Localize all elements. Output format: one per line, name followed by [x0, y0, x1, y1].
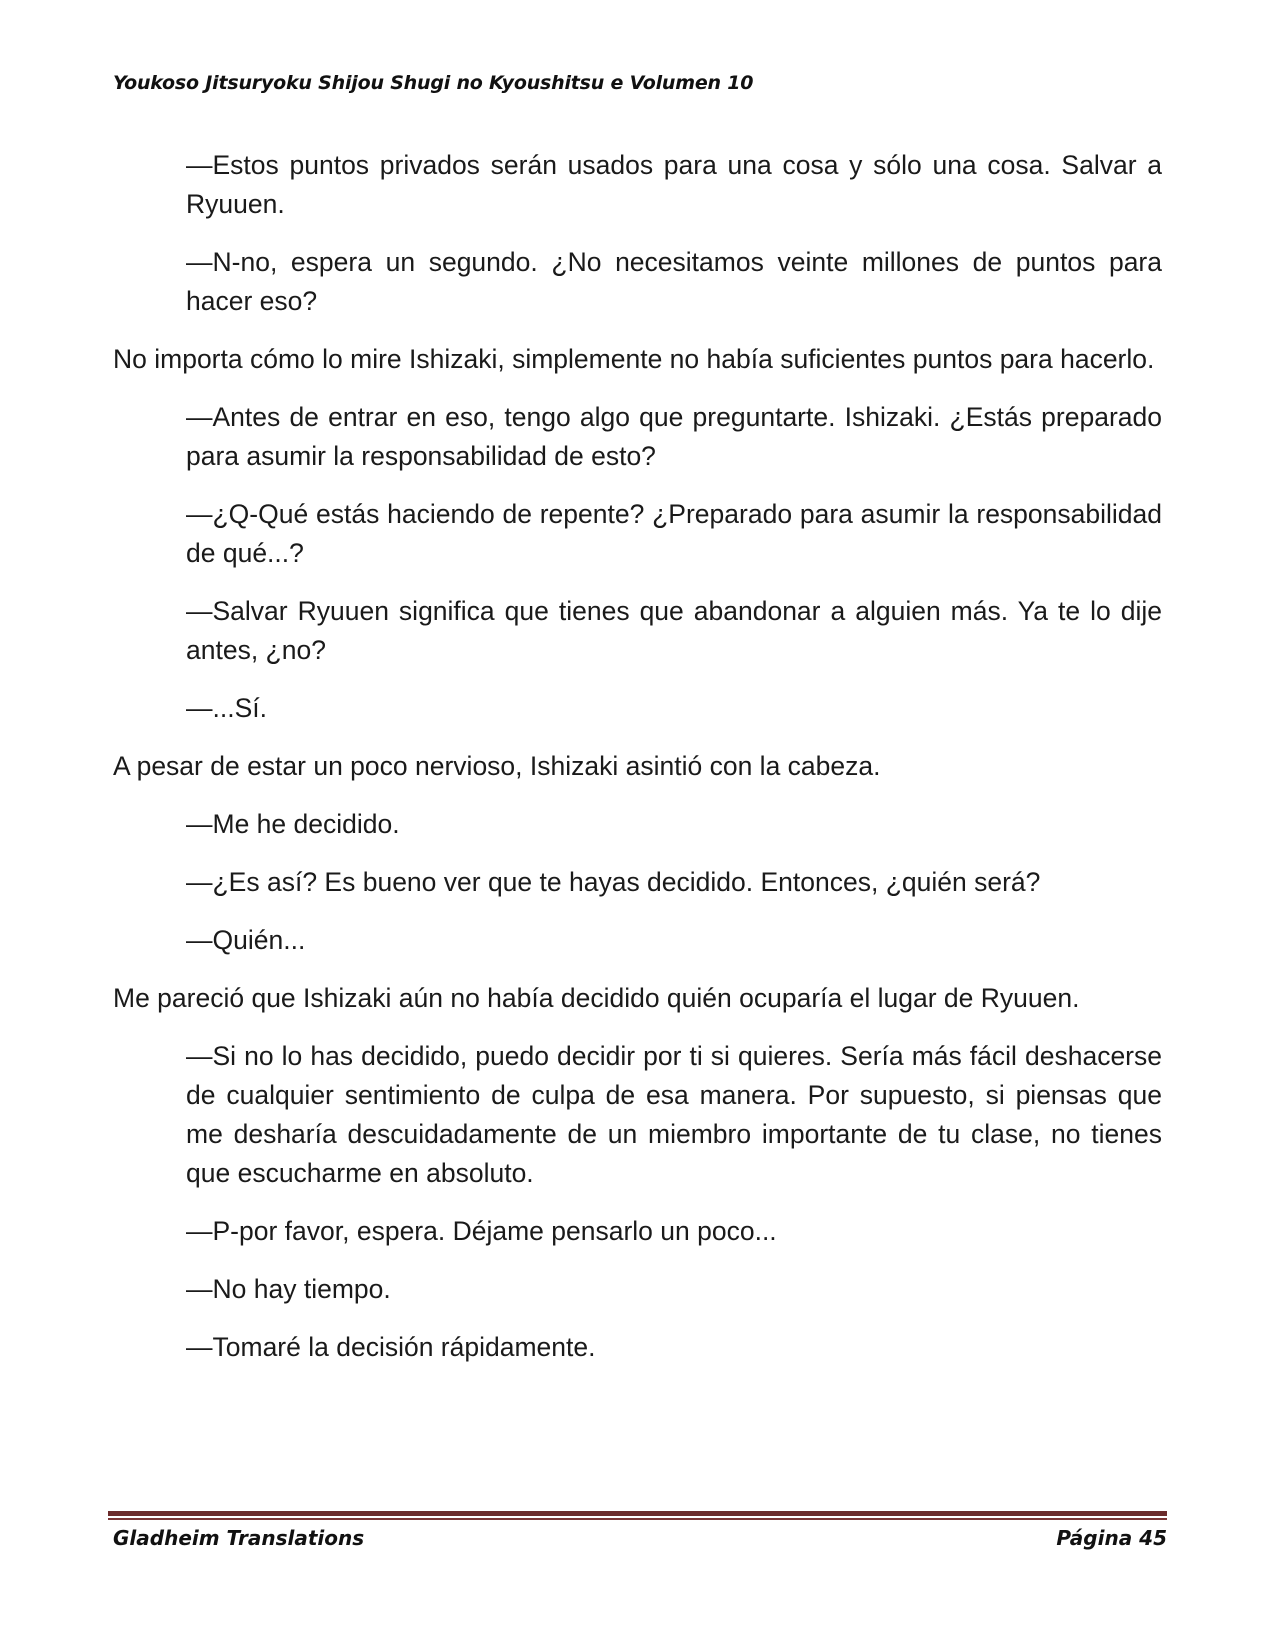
paragraph-dialogue: —Antes de entrar en eso, tengo algo que preguntarte. Ishizaki. ¿Estás preparado para asumir la responsabilidad de esto? [186, 402, 1162, 471]
paragraph-dialogue: —Tomaré la decisión rápidamente. [186, 1332, 596, 1362]
paragraph-dialogue: —P-por favor, espera. Déjame pensarlo un poco... [186, 1216, 777, 1246]
paragraph-dialogue: —Quién... [186, 925, 306, 955]
paragraph-narration: Me pareció que Ishizaki aún no había decidido quién ocuparía el lugar de Ryuuen. [113, 983, 1080, 1013]
paragraph-dialogue: —No hay tiempo. [186, 1274, 391, 1304]
paragraph-dialogue: —N-no, espera un segundo. ¿No necesitamos veinte millones de puntos para hacer eso? [186, 247, 1162, 316]
paragraph-dialogue: —Salvar Ryuuen significa que tienes que abandonar a alguien más. Ya te lo dije antes, ¿no? [186, 596, 1162, 665]
paragraph-dialogue: —¿Es así? Es bueno ver que te hayas decidido. Entonces, ¿quién será? [186, 867, 1041, 897]
footer-divider-thin [108, 1518, 1167, 1520]
paragraph-dialogue: —Me he decidido. [186, 809, 400, 839]
paragraph-dialogue: —...Sí. [186, 693, 267, 723]
paragraph-narration: No importa cómo lo mire Ishizaki, simplemente no había suficientes puntos para hacerlo. [113, 344, 1155, 374]
running-header-title: Youkoso Jitsuryoku Shijou Shugi no Kyoushitsu e Volumen 10 [113, 72, 754, 94]
paragraph-dialogue: —Si no lo has decidido, puedo decidir por ti si quieres. Sería más fácil deshacerse de cualquier sentimiento de culpa de esa manera. Por supuesto, si piensas que me desharía descuidadamente de un miembro importante de tu clase, no tienes que escucharme en absoluto. [186, 1041, 1162, 1188]
page-body [113, 146, 1162, 1386]
footer-page-number: Página 45 [1056, 1526, 1167, 1550]
paragraph-narration: A pesar de estar un poco nervioso, Ishizaki asintió con la cabeza. [113, 751, 881, 781]
footer-divider [108, 1511, 1167, 1520]
paragraph-dialogue: —Estos puntos privados serán usados para una cosa y sólo una cosa. Salvar a Ryuuen. [186, 150, 1162, 219]
paragraph-dialogue: —¿Q-Qué estás haciendo de repente? ¿Preparado para asumir la responsabilidad de qué...? [186, 499, 1162, 568]
footer-translator-credit: Gladheim Translations [113, 1526, 365, 1550]
